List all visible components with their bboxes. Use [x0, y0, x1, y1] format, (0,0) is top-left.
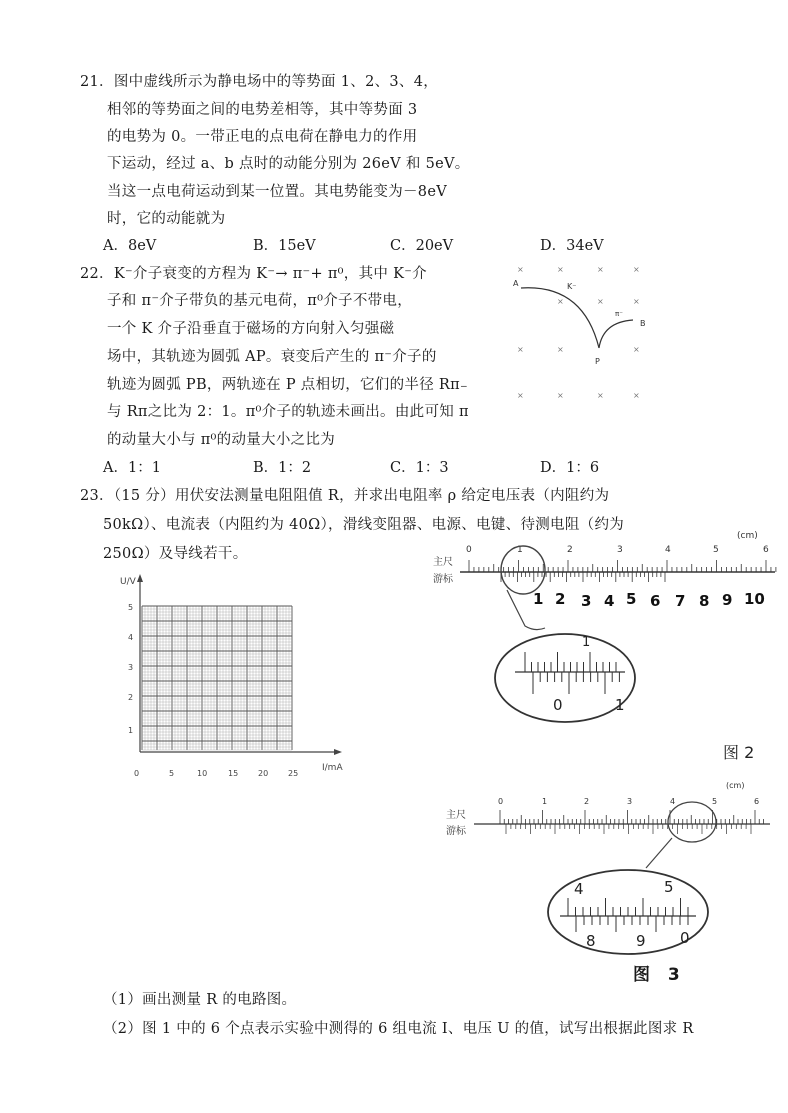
q23-line-3: 250Ω）及导线若干。 [103, 546, 248, 562]
q21-line-4: 下运动，经过 a、b 点时的动能分别为 26eV 和 5eV。 [107, 156, 470, 172]
q21-line-5: 当这一点电荷运动到某一位置。其电势能变为－8eV [107, 184, 447, 200]
y-tick-3: 3 [128, 663, 134, 672]
svg-text:×: × [557, 265, 564, 274]
q21-option-a: A．8eV [103, 238, 157, 254]
caliper3-zoom-bottom-0: 0 [680, 929, 690, 947]
caliper-figure-2 [425, 530, 785, 800]
y-arrow [137, 574, 143, 582]
q22-option-c: C．1：3 [390, 460, 449, 476]
caliper3-zoom-bottom-8: 8 [586, 932, 596, 950]
caliper2-main-2: 2 [567, 545, 573, 555]
caliper2-vernier-7: 7 [675, 592, 686, 610]
x-tick-25: 25 [288, 769, 299, 778]
caliper3-vernier-label: 游标 [446, 826, 466, 837]
u-i-graph [110, 570, 350, 790]
q22-line-6: 与 Rπ之比为 2：1。π⁰介子的轨迹未画出。由此可知 π [107, 404, 469, 420]
arc-pb [599, 320, 633, 348]
caliper2-vernier-3: 3 [581, 592, 592, 610]
caliper3-zoom-bottom-9: 9 [636, 932, 646, 950]
magnetic-field-figure [505, 258, 655, 408]
caliper2-vernier-5: 5 [626, 590, 637, 608]
q23-line-2: 50kΩ）、电流表（内阻约为 40Ω），滑线变阻器、电源、电键、待测电阻（约为 [103, 517, 625, 533]
x-tick-5: 5 [169, 769, 175, 778]
y-tick-1: 1 [128, 726, 134, 735]
x-tick-10: 10 [197, 769, 208, 778]
graph-grid [142, 606, 292, 750]
q23-sub-item-2: （2）图 1 中的 6 个点表示实验中测得的 6 组电流 I、电压 U 的值，试写出根据此图求 R [103, 1021, 694, 1037]
svg-text:×: × [597, 297, 604, 306]
x-axis-label: I/mA [322, 763, 343, 773]
q22-line-2: 子和 π⁻介子带负的基元电荷，π⁰介子不带电， [107, 293, 413, 309]
caliper3-main-6: 6 [754, 797, 760, 806]
q21-line-1: 21．图中虚线所示为静电场中的等势面 1、2、3、4， [80, 74, 439, 90]
caliper2-zoom-top: 1 [582, 635, 591, 650]
label-pi: π⁻ [615, 310, 623, 318]
q22-line-3: 一个 K 介子沿垂直于磁场的方向射入匀强磁 [107, 321, 395, 337]
q21-option-c: C．20eV [390, 238, 454, 254]
caliper3-main-label: 主尺 [446, 810, 466, 821]
svg-text:×: × [633, 297, 640, 306]
q22-line-1: 22．K⁻介子衰变的方程为 K⁻→ π⁻+ π⁰，其中 K⁻介 [80, 266, 427, 282]
y-axis-label: U/V [120, 577, 136, 587]
caliper2-vernier-10: 10 [744, 590, 765, 608]
caliper2-vernier-2: 2 [555, 590, 566, 608]
label-p: P [595, 357, 600, 366]
caliper3-main-1: 1 [542, 797, 548, 806]
q22-line-4: 场中，其轨迹为圆弧 AP。衰变后产生的 π⁻介子的 [107, 349, 437, 365]
caliper2-vernier-6: 6 [650, 592, 661, 610]
label-a: A [513, 279, 519, 288]
q22-option-a: A．1：1 [103, 460, 161, 476]
y-tick-4: 4 [128, 633, 134, 642]
caliper2-vernier-4: 4 [604, 592, 615, 610]
x-tick-15: 15 [228, 769, 239, 778]
caliper3-main-2: 2 [584, 797, 590, 806]
q22-option-d: D．1：6 [540, 460, 600, 476]
q21-line-3: 的电势为 0。一带正电的点电荷在静电力的作用 [107, 129, 418, 145]
caliper2-vernier-label: 游标 [433, 574, 453, 585]
caliper3-unit: (cm) [726, 781, 745, 790]
caliper3-main-3: 3 [627, 797, 633, 806]
caliper2-unit: (cm) [737, 531, 758, 541]
q21-option-d: D．34eV [540, 238, 604, 254]
q22-line-5: 轨迹为圆弧 PB，两轨迹在 P 点相切，它们的半径 Rπ₋ [107, 377, 468, 393]
caliper2-vernier-9: 9 [722, 591, 733, 609]
caliper2-zoom-bottom-0: 0 [553, 696, 563, 714]
q21-line-2: 相邻的等势面之间的电势差相等，其中等势面 3 [107, 102, 418, 118]
q21-line-6: 时，它的动能就为 [107, 211, 226, 227]
svg-text:×: × [557, 391, 564, 400]
svg-text:×: × [633, 345, 640, 354]
x-arrow [334, 749, 342, 755]
q23-sub-item-1: （1）画出测量 R 的电路图。 [103, 992, 297, 1008]
svg-text:×: × [517, 345, 524, 354]
caliper2-main-4: 4 [665, 545, 671, 555]
caliper2-main-5: 5 [713, 545, 719, 555]
caliper2-zoom-bottom-1: 1 [615, 696, 625, 714]
svg-text:×: × [517, 265, 524, 274]
svg-text:×: × [517, 391, 524, 400]
x-tick-20: 20 [258, 769, 269, 778]
caption-figure-3: 图 3 [633, 965, 686, 985]
q21-option-b: B．15eV [253, 238, 316, 254]
label-b: B [640, 319, 646, 328]
svg-text:×: × [597, 391, 604, 400]
caliper3-main-4: 4 [670, 797, 676, 806]
y-tick-2: 2 [128, 693, 134, 702]
caliper2-main-0: 0 [466, 545, 472, 555]
q22-option-b: B．1：2 [253, 460, 312, 476]
label-k: K⁻ [567, 282, 577, 291]
y-tick-5: 5 [128, 603, 134, 612]
caliper-figure-3 [440, 780, 780, 955]
caliper3-magnifier-small [668, 802, 716, 842]
q23-line-1: 23．（15 分）用伏安法测量电阻阻值 R，并求出电阻率 ρ 给定电压表（内阻约为 [80, 488, 610, 504]
svg-text:×: × [633, 391, 640, 400]
caliper2-main-6: 6 [763, 545, 769, 555]
svg-text:×: × [557, 297, 564, 306]
x-tick-0: 0 [134, 769, 140, 778]
caliper3-zoom-top-4: 4 [574, 880, 584, 898]
caliper2-caption: 图 2 [723, 743, 755, 762]
caliper2-vernier-1: 1 [533, 590, 544, 608]
svg-text:×: × [597, 265, 604, 274]
svg-text:×: × [633, 265, 640, 274]
caliper3-zoom-top-5: 5 [664, 878, 674, 896]
q22-line-7: 的动量大小与 π⁰的动量大小之比为 [107, 432, 336, 448]
caliper2-main-label: 主尺 [433, 557, 453, 568]
field-markers [517, 265, 640, 400]
caliper2-main-1: 1 [517, 545, 523, 555]
svg-text:×: × [557, 345, 564, 354]
caliper3-main-0: 0 [498, 797, 504, 806]
caliper2-main-3: 3 [617, 545, 623, 555]
caliper2-magnifier-zoom [495, 634, 635, 722]
caliper2-vernier-8: 8 [699, 592, 710, 610]
caliper3-main-5: 5 [712, 797, 718, 806]
